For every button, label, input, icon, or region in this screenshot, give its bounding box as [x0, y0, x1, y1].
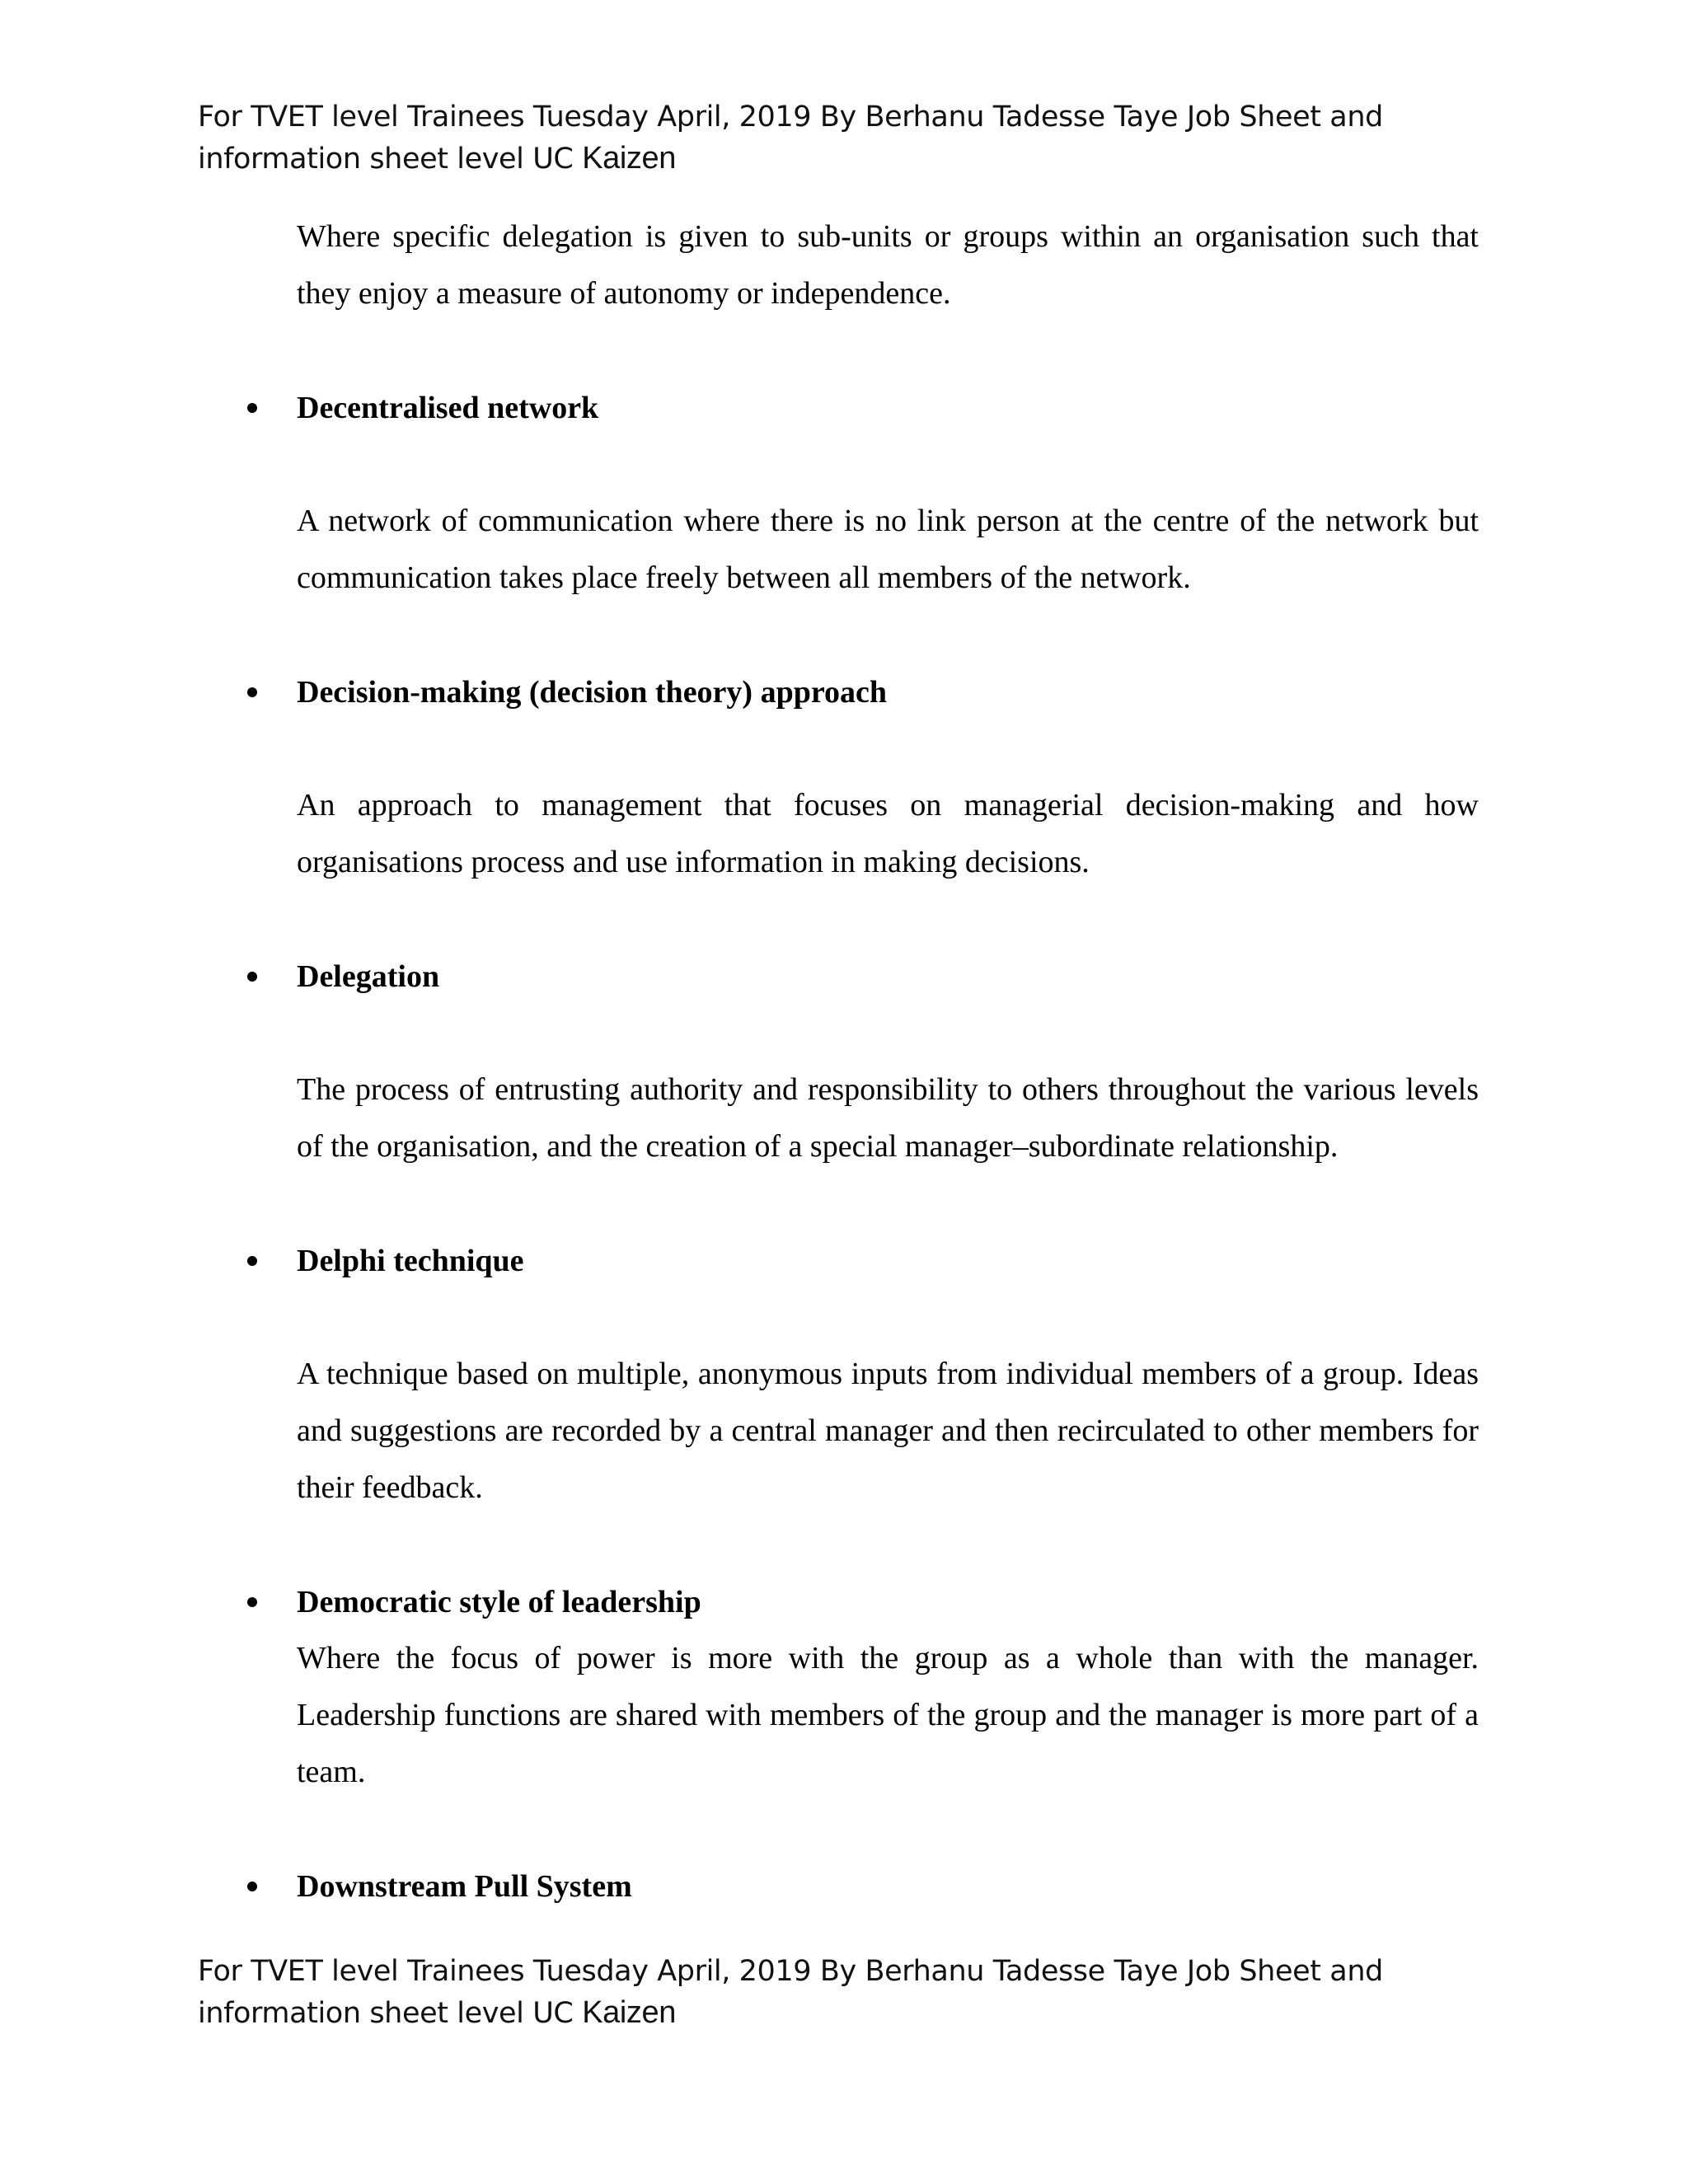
glossary-entry — [239, 1573, 1479, 1801]
entry-definition: Where the focus of power is more with the group as a whole than with the manager. Leadership functions are shared with members of the group and the manager is more part of a team. — [297, 1641, 1479, 1789]
entry-term: Delegation — [297, 958, 440, 994]
glossary-entry — [239, 1858, 1479, 1915]
entry-definition: An approach to management that focuses on managerial decision-making and how organisations process and use information in making decisions. — [297, 788, 1479, 879]
footer-line-1: For TVET level Trainees Tuesday April, 2019 By Berhanu Tadesse Taye Job Sheet and — [198, 1955, 1383, 1988]
bullet-icon — [247, 1597, 257, 1607]
footer-kaizen: Kaizen — [582, 1995, 676, 2030]
bullet-icon — [247, 403, 257, 413]
entry-term-row — [239, 1573, 1479, 1630]
entry-term-row — [239, 379, 1479, 436]
entry-definition: A network of communication where there is no link person at the centre of the network but communication takes place freely between all members of the network. — [297, 504, 1479, 595]
glossary-entry — [239, 379, 1479, 607]
entry-term: Downstream Pull System — [297, 1868, 632, 1904]
glossary-entry — [239, 1232, 1479, 1516]
intro-paragraph — [297, 209, 1479, 322]
entry-definition: A technique based on multiple, anonymous inputs from individual members of a group. Ideas and suggestions are recorded by a central manager and then recirculated to other members for their feedback. — [297, 1357, 1479, 1505]
entry-term: Democratic style of leadership — [297, 1584, 701, 1619]
intro-text: Where specific delegation is given to sub-units or groups within an organisation such that they enjoy a measure of autonomy or independence. — [297, 219, 1479, 311]
header-kaizen: Kaizen — [582, 141, 676, 176]
page-header — [198, 96, 1484, 180]
glossary-entry — [239, 663, 1479, 891]
entry-definition: The process of entrusting authority and responsibility to others throughout the various levels of the organisation, and the creation of a special manager–subordinate relationship. — [297, 1072, 1479, 1164]
entry-term: Decentralised network — [297, 390, 599, 425]
entry-term: Delphi technique — [297, 1243, 524, 1278]
entry-term: Decision-making (decision theory) approach — [297, 674, 888, 710]
entry-term-row — [239, 1858, 1479, 1915]
footer-line-2 — [198, 1992, 1484, 2034]
entry-term-row — [239, 948, 1479, 1005]
bullet-icon — [247, 687, 257, 697]
bullet-icon — [247, 1882, 257, 1891]
header-line-1: For TVET level Trainees Tuesday April, 2019 By Berhanu Tadesse Taye Job Sheet and — [198, 101, 1383, 134]
page-footer — [198, 1951, 1484, 2034]
bullet-icon — [247, 972, 257, 982]
bullet-icon — [247, 1256, 257, 1266]
header-line-2-text: information sheet level UC — [198, 143, 583, 176]
entry-term-row — [239, 663, 1479, 720]
entry-term-row — [239, 1232, 1479, 1289]
glossary-entry — [239, 948, 1479, 1175]
header-line-2 — [198, 138, 1484, 180]
footer-line-2-text: information sheet level UC — [198, 1997, 583, 2030]
